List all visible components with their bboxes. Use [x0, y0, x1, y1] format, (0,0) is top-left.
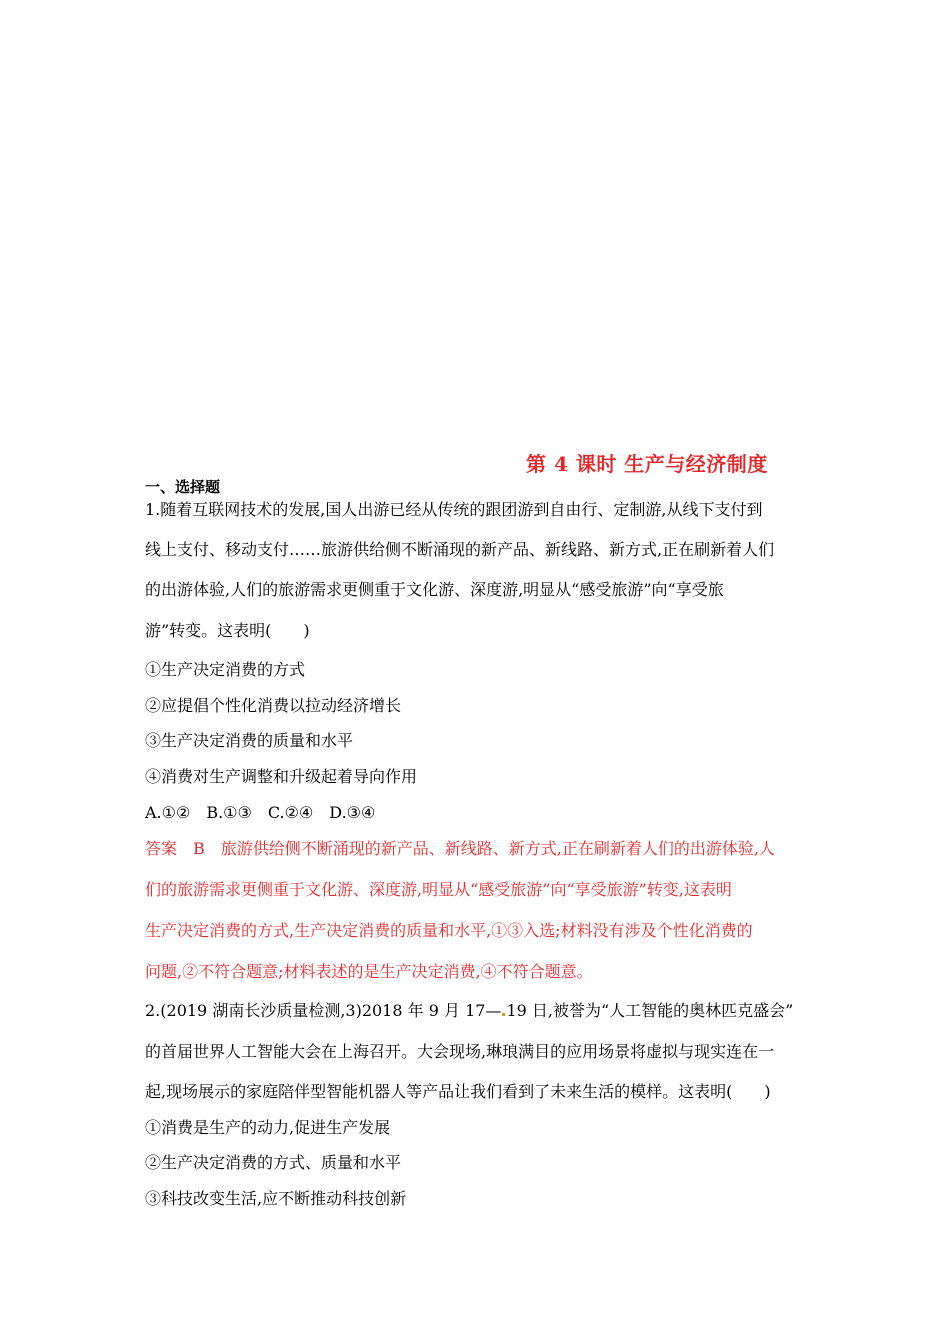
question-2-line-1-part-a: 2.(2019 湖南长沙质量检测,3)2018 年 9 月 17— [145, 1001, 502, 1020]
question-1-answer-line-3: 生产决定消费的方式,生产决定消费的质量和水平,①③入选;材料没有涉及个性化消费的 [145, 921, 753, 940]
question-1-option-2: ②应提倡个性化消费以拉动经济增长 [145, 696, 402, 715]
question-1-answer-line-2: 们的旅游需求更侧重于文化游、深度游,明显从“感受旅游”向“享受旅游”转变,这表明 [145, 880, 732, 899]
question-2-line-1 [145, 1001, 793, 1021]
question-1-line-4: 游”转变。这表明( ) [145, 621, 310, 640]
question-2-option-1: ①消费是生产的动力,促进生产发展 [145, 1118, 391, 1137]
question-1-line-1: 1.随着互联网技术的发展,国人出游已经从传统的跟团游到自由行、定制游,从线下支付到 [145, 500, 763, 519]
question-2-line-1-part-b: 19 日,被誉为“人工智能的奥林匹克盛会” [506, 1001, 794, 1020]
question-1-line-2: 线上支付、移动支付……旅游供给侧不断涌现的新产品、新线路、新方式,正在刷新着人们 [145, 540, 775, 559]
question-1-option-3: ③生产决定消费的质量和水平 [145, 731, 354, 750]
question-2-option-2: ②生产决定消费的方式、质量和水平 [145, 1153, 402, 1172]
highlight-mark [502, 1013, 505, 1016]
lesson-title: 第 4 课时 生产与经济制度 [526, 452, 768, 476]
question-1-option-4: ④消费对生产调整和升级起着导向作用 [145, 767, 418, 786]
question-1-line-3: 的出游体验,人们的旅游需求更侧重于文化游、深度游,明显从“感受旅游”向“享受旅 [145, 580, 724, 599]
question-1-answer-line-1: 答案 B 旅游供给侧不断涌现的新产品、新线路、新方式,正在刷新着人们的出游体验,人 [145, 839, 775, 858]
question-1-answer-line-4: 问题,②不符合题意;材料表述的是生产决定消费,④不符合题意。 [145, 962, 593, 981]
question-1-option-1: ①生产决定消费的方式 [145, 660, 306, 679]
section-heading: 一、选择题 [145, 478, 221, 496]
question-1-choices: A.①② B.①③ C.②④ D.③④ [145, 803, 376, 822]
question-2-option-3: ③科技改变生活,应不断推动科技创新 [145, 1189, 407, 1208]
question-2-line-2: 的首届世界人工智能大会在上海召开。大会现场,琳琅满目的应用场景将虚拟与现实连在一 [145, 1042, 775, 1061]
question-2-line-3: 起,现场展示的家庭陪伴型智能机器人等产品让我们看到了未来生活的模样。这表明( ) [145, 1082, 771, 1101]
